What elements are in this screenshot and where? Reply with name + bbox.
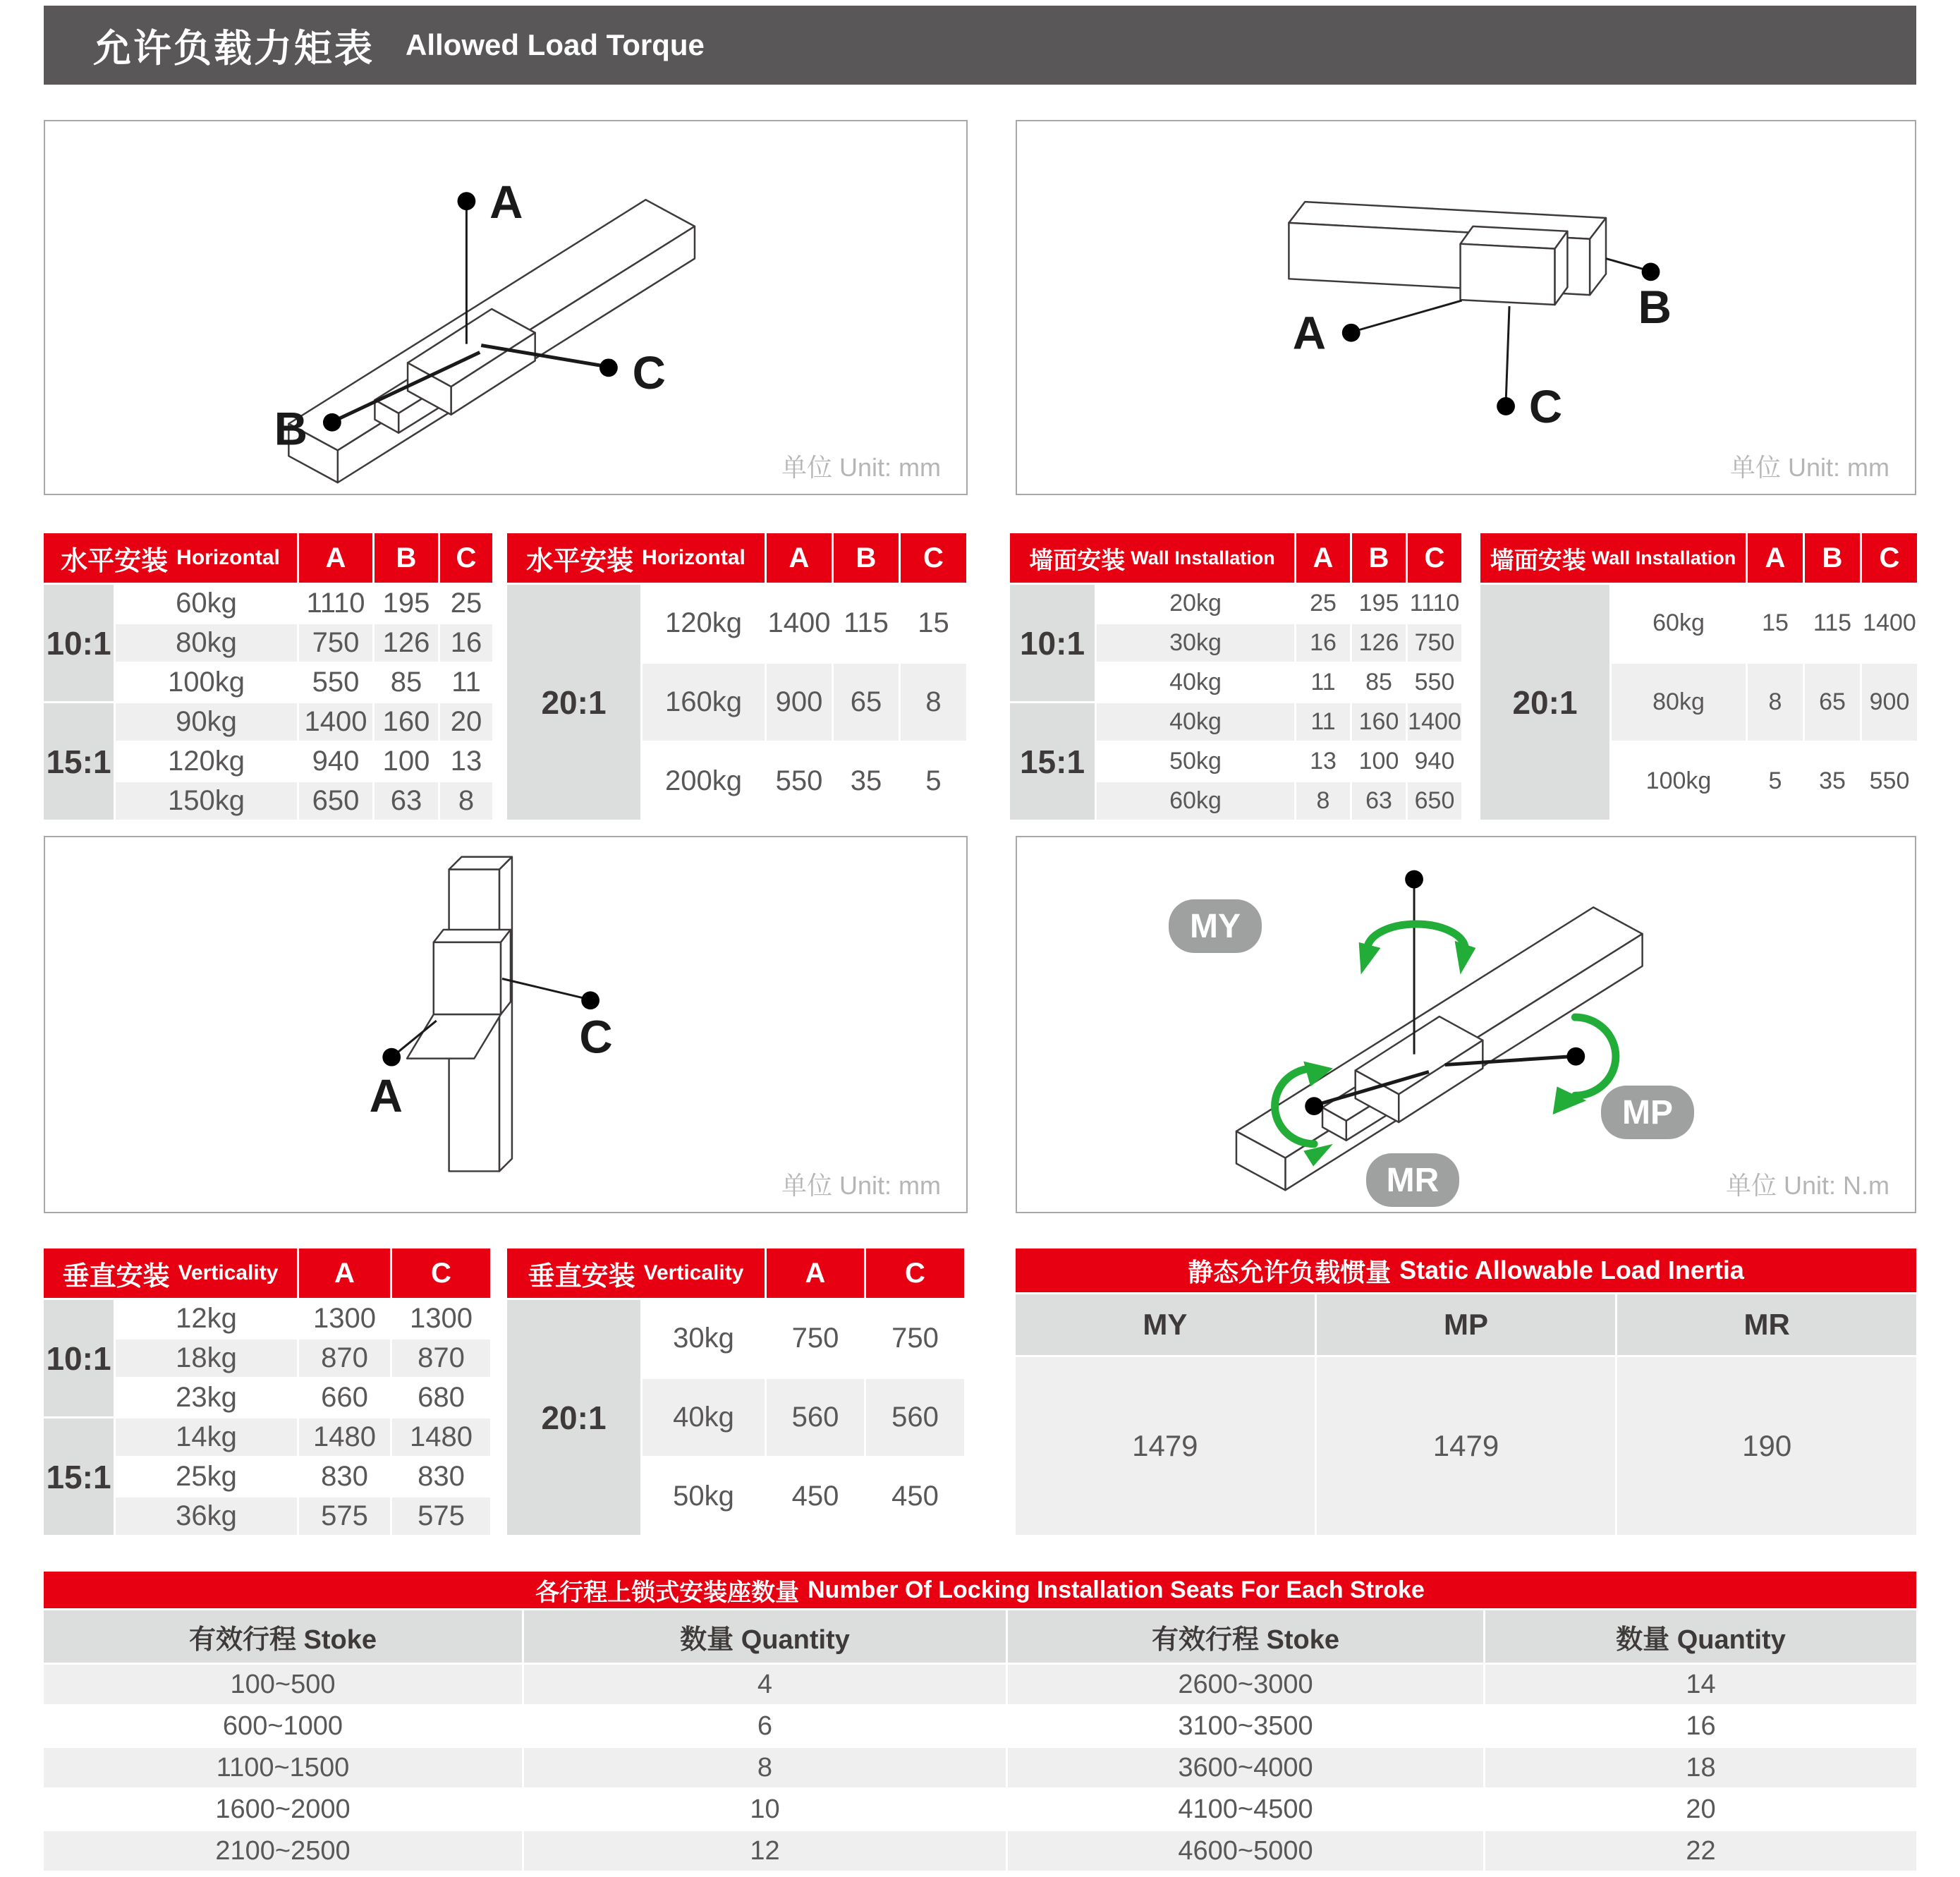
col-header-a: A xyxy=(1748,533,1803,583)
value-cell: 550 xyxy=(1408,664,1461,701)
stroke-cell: 3100~3500 xyxy=(1008,1706,1483,1746)
ratio-cell: 20:1 xyxy=(507,585,640,820)
axis-label-a: A xyxy=(1292,307,1327,359)
load-cell: 40kg xyxy=(643,1379,765,1456)
load-cell: 36kg xyxy=(116,1498,297,1535)
col-header-c: C xyxy=(440,533,492,583)
table-title-en: Verticality xyxy=(178,1261,279,1284)
axis-label-b: B xyxy=(274,403,308,455)
axis-dot-a xyxy=(1342,324,1361,342)
load-cell: 60kg xyxy=(1097,782,1294,820)
value-cell: 750 xyxy=(1408,624,1461,662)
value-cell: 750 xyxy=(299,624,372,662)
col-header-a: A xyxy=(1296,533,1350,583)
value-cell: 1479 xyxy=(1016,1357,1315,1535)
table-title-zh: 垂直安装 xyxy=(62,1261,170,1292)
page-title-zh: 允许负载力矩表 xyxy=(93,27,375,70)
wall-mount-diagram xyxy=(1016,120,1916,495)
value-cell: 1300 xyxy=(299,1300,390,1337)
ratio-cell: 15:1 xyxy=(44,1419,114,1535)
horizontal-load-table-2 xyxy=(507,533,966,820)
load-cell: 20kg xyxy=(1097,585,1294,622)
ratio-cell: 15:1 xyxy=(1010,703,1095,820)
value-cell: 550 xyxy=(1862,743,1917,820)
table-title-en: Number Of Locking Installation Seats For Each Stroke xyxy=(808,1576,1425,1603)
value-cell: 5 xyxy=(1748,743,1803,820)
value-cell: 8 xyxy=(901,664,966,741)
value-cell: 750 xyxy=(767,1300,864,1377)
value-cell: 20 xyxy=(440,703,492,741)
col-header-b: B xyxy=(1805,533,1860,583)
page-title-en: Allowed Load Torque xyxy=(406,28,705,61)
stroke-cell: 2100~2500 xyxy=(44,1831,522,1871)
value-cell: 13 xyxy=(1296,743,1350,780)
moment-badge-mr: MR xyxy=(1366,1153,1459,1207)
value-cell: 560 xyxy=(767,1379,864,1456)
table-title-en: Verticality xyxy=(643,1261,744,1284)
load-cell: 12kg xyxy=(116,1300,297,1337)
stroke-cell: 100~500 xyxy=(44,1665,522,1704)
load-cell: 25kg xyxy=(116,1458,297,1495)
load-cell: 14kg xyxy=(116,1419,297,1456)
col-header-a: A xyxy=(299,1249,390,1298)
quantity-cell: 6 xyxy=(524,1706,1006,1746)
value-cell: 190 xyxy=(1617,1357,1916,1535)
value-cell: 560 xyxy=(866,1379,964,1456)
ratio-cell: 10:1 xyxy=(44,1300,114,1416)
quantity-cell: 20 xyxy=(1485,1790,1916,1829)
ratio-cell: 10:1 xyxy=(1010,585,1095,701)
col-header-b: B xyxy=(1352,533,1406,583)
quantity-cell: 22 xyxy=(1485,1831,1916,1871)
load-cell: 100kg xyxy=(1612,743,1746,820)
value-cell: 940 xyxy=(1408,743,1461,780)
load-cell: 60kg xyxy=(1612,585,1746,662)
value-cell: 126 xyxy=(1352,624,1406,662)
stroke-cell: 1600~2000 xyxy=(44,1790,522,1829)
table-title-zh: 墙面安装 xyxy=(1029,547,1126,574)
ratio-cell: 20:1 xyxy=(507,1300,640,1535)
table-title-zh: 垂直安装 xyxy=(528,1261,635,1292)
value-cell: 115 xyxy=(834,585,899,662)
load-cell: 200kg xyxy=(643,743,765,820)
load-cell: 30kg xyxy=(1097,624,1294,662)
col-header-stroke: 有效行程 Stoke xyxy=(1008,1610,1483,1663)
value-cell: 25 xyxy=(1296,585,1350,622)
stroke-cell: 3600~4000 xyxy=(1008,1748,1483,1787)
moment-dot-my xyxy=(1405,870,1423,889)
value-cell: 15 xyxy=(901,585,966,662)
value-cell: 11 xyxy=(440,664,492,701)
col-header-quantity: 数量 Quantity xyxy=(1485,1610,1916,1663)
unit-label: 单位 Unit: mm xyxy=(781,453,941,482)
value-cell: 13 xyxy=(440,743,492,780)
value-cell: 650 xyxy=(299,782,372,820)
table-title-zh: 水平安装 xyxy=(61,546,169,576)
load-cell: 40kg xyxy=(1097,664,1294,701)
value-cell: 126 xyxy=(375,624,438,662)
col-header-mp: MP xyxy=(1317,1294,1616,1355)
wall-mount-diagram-svg xyxy=(1017,121,1915,494)
title-bar xyxy=(44,6,1916,85)
load-cell: 150kg xyxy=(116,782,297,820)
value-cell: 11 xyxy=(1296,703,1350,741)
col-header-b: B xyxy=(375,533,438,583)
value-cell: 35 xyxy=(834,743,899,820)
moment-badge-my: MY xyxy=(1169,899,1262,953)
value-cell: 8 xyxy=(1748,664,1803,741)
axis-label-c: C xyxy=(632,347,666,399)
value-cell: 63 xyxy=(1352,782,1406,820)
value-cell: 660 xyxy=(299,1379,390,1416)
value-cell: 450 xyxy=(767,1458,864,1535)
value-cell: 15 xyxy=(1748,585,1803,662)
quantity-cell: 10 xyxy=(524,1790,1006,1829)
load-cell: 80kg xyxy=(116,624,297,662)
table-title xyxy=(44,1249,297,1298)
col-header-my: MY xyxy=(1016,1294,1315,1355)
table-title-zh: 各行程上锁式安装座数量 xyxy=(535,1579,800,1606)
table-title-en: Static Allowable Load Inertia xyxy=(1399,1256,1744,1284)
table-title-en: Wall Installation xyxy=(1591,547,1736,569)
load-cell: 160kg xyxy=(643,664,765,741)
value-cell: 1110 xyxy=(1408,585,1461,622)
value-cell: 115 xyxy=(1805,585,1860,662)
moment-diagram xyxy=(1016,836,1916,1213)
value-cell: 650 xyxy=(1408,782,1461,820)
col-header-mr: MR xyxy=(1617,1294,1916,1355)
value-cell: 16 xyxy=(1296,624,1350,662)
value-cell: 900 xyxy=(767,664,832,741)
axis-label-a: A xyxy=(489,176,523,228)
value-cell: 11 xyxy=(1296,664,1350,701)
wall-load-table-1 xyxy=(1010,533,1461,820)
vertical-load-table-2 xyxy=(507,1249,964,1535)
value-cell: 8 xyxy=(1296,782,1350,820)
unit-label: 单位 Unit: N.m xyxy=(1725,1171,1889,1200)
table-title-en: Horizontal xyxy=(642,546,745,569)
stroke-cell: 4600~5000 xyxy=(1008,1831,1483,1871)
stroke-cell: 1100~1500 xyxy=(44,1748,522,1787)
axis-dot-a xyxy=(382,1048,401,1067)
value-cell: 575 xyxy=(392,1498,490,1535)
stroke-cell: 600~1000 xyxy=(44,1706,522,1746)
unit-label: 单位 Unit: mm xyxy=(1729,453,1889,482)
value-cell: 160 xyxy=(375,703,438,741)
moment-dot-mr xyxy=(1305,1097,1323,1115)
vertical-mount-diagram xyxy=(44,836,968,1213)
load-cell: 120kg xyxy=(116,743,297,780)
table-title xyxy=(1010,533,1294,583)
load-cell: 100kg xyxy=(116,664,297,701)
load-cell: 60kg xyxy=(116,585,297,622)
axis-label-c: C xyxy=(1528,380,1563,432)
value-cell: 1480 xyxy=(299,1419,390,1456)
stroke-cell: 2600~3000 xyxy=(1008,1665,1483,1704)
value-cell: 1300 xyxy=(392,1300,490,1337)
load-cell: 90kg xyxy=(116,703,297,741)
moment-badge-mp: MP xyxy=(1601,1086,1694,1139)
table-title xyxy=(507,1249,765,1298)
value-cell: 195 xyxy=(1352,585,1406,622)
wall-load-table-2 xyxy=(1480,533,1917,820)
value-cell: 35 xyxy=(1805,743,1860,820)
quantity-cell: 8 xyxy=(524,1748,1006,1787)
load-cell: 120kg xyxy=(643,585,765,662)
value-cell: 1479 xyxy=(1317,1357,1616,1535)
value-cell: 65 xyxy=(1805,664,1860,741)
value-cell: 550 xyxy=(299,664,372,701)
table-title-en: Wall Installation xyxy=(1131,547,1275,569)
value-cell: 195 xyxy=(375,585,438,622)
value-cell: 63 xyxy=(375,782,438,820)
horizontal-load-table-1 xyxy=(44,533,492,820)
locking-seats-table xyxy=(44,1572,1916,1871)
axis-dot-b xyxy=(323,413,341,432)
axis-dot-c xyxy=(599,358,618,377)
load-cell: 80kg xyxy=(1612,664,1746,741)
value-cell: 1400 xyxy=(299,703,372,741)
horizontal-mount-diagram xyxy=(44,120,968,495)
table-title-en: Horizontal xyxy=(176,546,280,569)
value-cell: 5 xyxy=(901,743,966,820)
load-cell: 30kg xyxy=(643,1300,765,1377)
axis-label-b: B xyxy=(1638,281,1672,333)
value-cell: 85 xyxy=(1352,664,1406,701)
quantity-cell: 18 xyxy=(1485,1748,1916,1787)
table-title xyxy=(44,1572,1916,1608)
quantity-cell: 4 xyxy=(524,1665,1006,1704)
axis-label-c: C xyxy=(579,1011,613,1063)
value-cell: 450 xyxy=(866,1458,964,1535)
value-cell: 940 xyxy=(299,743,372,780)
col-header-c: C xyxy=(866,1249,964,1298)
value-cell: 1400 xyxy=(767,585,832,662)
vertical-load-table-1 xyxy=(44,1249,490,1535)
axis-dot-b xyxy=(1642,262,1660,281)
value-cell: 8 xyxy=(440,782,492,820)
col-header-a: A xyxy=(299,533,372,583)
value-cell: 25 xyxy=(440,585,492,622)
horizontal-mount-diagram-svg xyxy=(45,121,966,494)
table-title-zh: 墙面安装 xyxy=(1490,547,1586,574)
value-cell: 680 xyxy=(392,1379,490,1416)
quantity-cell: 14 xyxy=(1485,1665,1916,1704)
ratio-cell: 20:1 xyxy=(1480,585,1609,820)
col-header-stroke: 有效行程 Stoke xyxy=(44,1610,522,1663)
value-cell: 100 xyxy=(375,743,438,780)
col-header-b: B xyxy=(834,533,899,583)
load-cell: 50kg xyxy=(643,1458,765,1535)
ratio-cell: 10:1 xyxy=(44,585,114,701)
load-cell: 50kg xyxy=(1097,743,1294,780)
inertia-table xyxy=(1016,1249,1916,1535)
value-cell: 750 xyxy=(866,1300,964,1377)
value-cell: 1480 xyxy=(392,1419,490,1456)
quantity-cell: 12 xyxy=(524,1831,1006,1871)
unit-label: 单位 Unit: mm xyxy=(781,1171,941,1200)
table-title xyxy=(1016,1249,1916,1292)
col-header-a: A xyxy=(767,533,832,583)
moment-diagram-svg xyxy=(1017,837,1915,1212)
value-cell: 550 xyxy=(767,743,832,820)
axis-dot-c xyxy=(581,991,599,1009)
axis-dot-c xyxy=(1497,397,1515,415)
moment-dot-mp xyxy=(1566,1047,1585,1066)
load-cell: 23kg xyxy=(116,1379,297,1416)
value-cell: 100 xyxy=(1352,743,1406,780)
value-cell: 65 xyxy=(834,664,899,741)
table-title-zh: 水平安装 xyxy=(526,546,634,576)
col-header-c: C xyxy=(392,1249,490,1298)
value-cell: 830 xyxy=(392,1458,490,1495)
quantity-cell: 16 xyxy=(1485,1706,1916,1746)
value-cell: 1110 xyxy=(299,585,372,622)
load-cell: 18kg xyxy=(116,1340,297,1377)
load-cell: 40kg xyxy=(1097,703,1294,741)
value-cell: 160 xyxy=(1352,703,1406,741)
table-title xyxy=(507,533,765,583)
ratio-cell: 15:1 xyxy=(44,703,114,820)
value-cell: 575 xyxy=(299,1498,390,1535)
col-header-c: C xyxy=(1408,533,1461,583)
value-cell: 16 xyxy=(440,624,492,662)
axis-label-a: A xyxy=(369,1070,403,1122)
value-cell: 900 xyxy=(1862,664,1917,741)
value-cell: 85 xyxy=(375,664,438,701)
table-title xyxy=(44,533,297,583)
col-header-a: A xyxy=(767,1249,864,1298)
value-cell: 1400 xyxy=(1862,585,1917,662)
value-cell: 830 xyxy=(299,1458,390,1495)
table-title-zh: 静态允许负载惯量 xyxy=(1188,1257,1392,1287)
axis-dot-a xyxy=(458,192,476,210)
col-header-quantity: 数量 Quantity xyxy=(524,1610,1006,1663)
col-header-c: C xyxy=(901,533,966,583)
value-cell: 870 xyxy=(392,1340,490,1377)
value-cell: 870 xyxy=(299,1340,390,1377)
table-title xyxy=(1480,533,1746,583)
value-cell: 1400 xyxy=(1408,703,1461,741)
stroke-cell: 4100~4500 xyxy=(1008,1790,1483,1829)
col-header-c: C xyxy=(1862,533,1917,583)
vertical-mount-diagram-svg xyxy=(45,837,966,1212)
